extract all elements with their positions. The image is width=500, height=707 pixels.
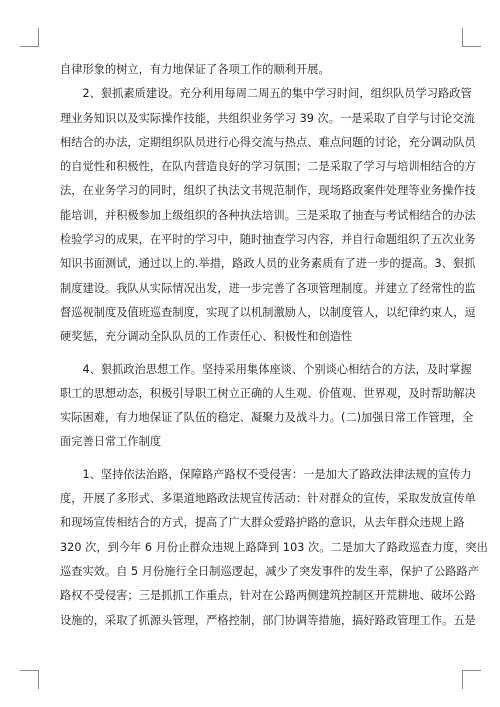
- crop-mark-bottom-left: [20, 670, 39, 689]
- text-line: 面完善日常工作制度: [60, 435, 162, 449]
- text-line: 检验学习的成果，在平时的学习中，随时抽查学习内容，并自行命题组织了五次业务: [60, 233, 476, 247]
- text-line: 设施的，采取了抓源头管理，严格控制，部门协调等措施，搞好路政管理工作。五是: [60, 613, 476, 627]
- text-line: 能培训，并积极参加上级组织的各种执法培训。三是采取了抽查与考试相结合的办法: [60, 208, 476, 222]
- crop-mark-bottom-right: [462, 670, 481, 689]
- text-line: 度，开展了多形式、多渠道地路政法规宣传活动：针对群众的宣传，采取发放宣传单: [60, 492, 476, 506]
- text-line: 相结合的办法，定期组织队员进行心得交流与热点、难点问题的讨论，充分调动队员: [60, 135, 476, 149]
- document-body: [60, 58, 488, 633]
- text-line: 巡查实效。自 5 月份施行全日制巡逻起，减少了突发事件的发生率，保护了公路路产: [60, 564, 479, 578]
- text-line: 1、坚持依法治路，保障路产路权不受侵害：一是加大了路政法律法规的宣传力: [60, 467, 472, 481]
- text-line: 和现场宣传相结合的方式，提高了广大群众爱路护路的意识，从去年群众违规上路: [60, 516, 465, 530]
- crop-mark-top-left: [20, 28, 39, 47]
- text-line: 实际困难，有力地保证了队伍的稳定、凝聚力及战斗力。(二)加强日常工作管理，全: [60, 411, 474, 425]
- text-line: 2、狠抓素质建设。充分利用每周二周五的集中学习时间，组织队员学习路政管: [60, 87, 472, 101]
- text-line: 知识书面测试，通过以上的.举措，路政人员的业务素质有了进一步的提高。3、狠抓: [60, 257, 476, 271]
- text-line: 路权不受侵害；三是抓抓工作重点，针对在公路两侧建筑控制区开荒耕地、破坏公路: [60, 589, 476, 603]
- text-line: 制度建设。我队从实际情况出发，进一步完善了各项管理制度。并建立了经常性的监: [60, 281, 476, 295]
- text-line: 320 次，到今年 6 月份止群众违规上路降到 103 次。二是加大了路政巡查力度，突出: [60, 540, 488, 554]
- text-line: 法，在业务学习的同时，组织了执法文书规范制作，现场路政案件处理等业务操作技: [60, 184, 476, 198]
- text-line: 职工的思想动态，积极引导职工树立正确的人生观、价值观、世界观，及时帮助解决: [60, 386, 476, 400]
- text-line: 理业务知识以及实际操作技能，共组织业务学习 39 次。一是采取了自学与讨论交流: [60, 111, 475, 125]
- text-line: 自律形象的树立，有力地保证了各项工作的顺利开展。: [60, 63, 330, 76]
- text-line: 硬奖惩，充分调动全队队员的工作责任心、积极性和创造性: [60, 330, 353, 344]
- text-line: 4、狠抓政治思想工作。坚持采用集体座谈、个别谈心相结合的方法，及时掌握: [60, 362, 472, 376]
- text-line: 督巡视制度及值班巡查制度，实现了以机制激励人，以制度管人，以纪律约束人，逗: [60, 305, 476, 319]
- crop-mark-top-right: [462, 28, 481, 47]
- text-line: 的自觉性和积极性，在队内营造良好的学习氛围；二是采取了学习与培训相结合的方: [60, 160, 476, 174]
